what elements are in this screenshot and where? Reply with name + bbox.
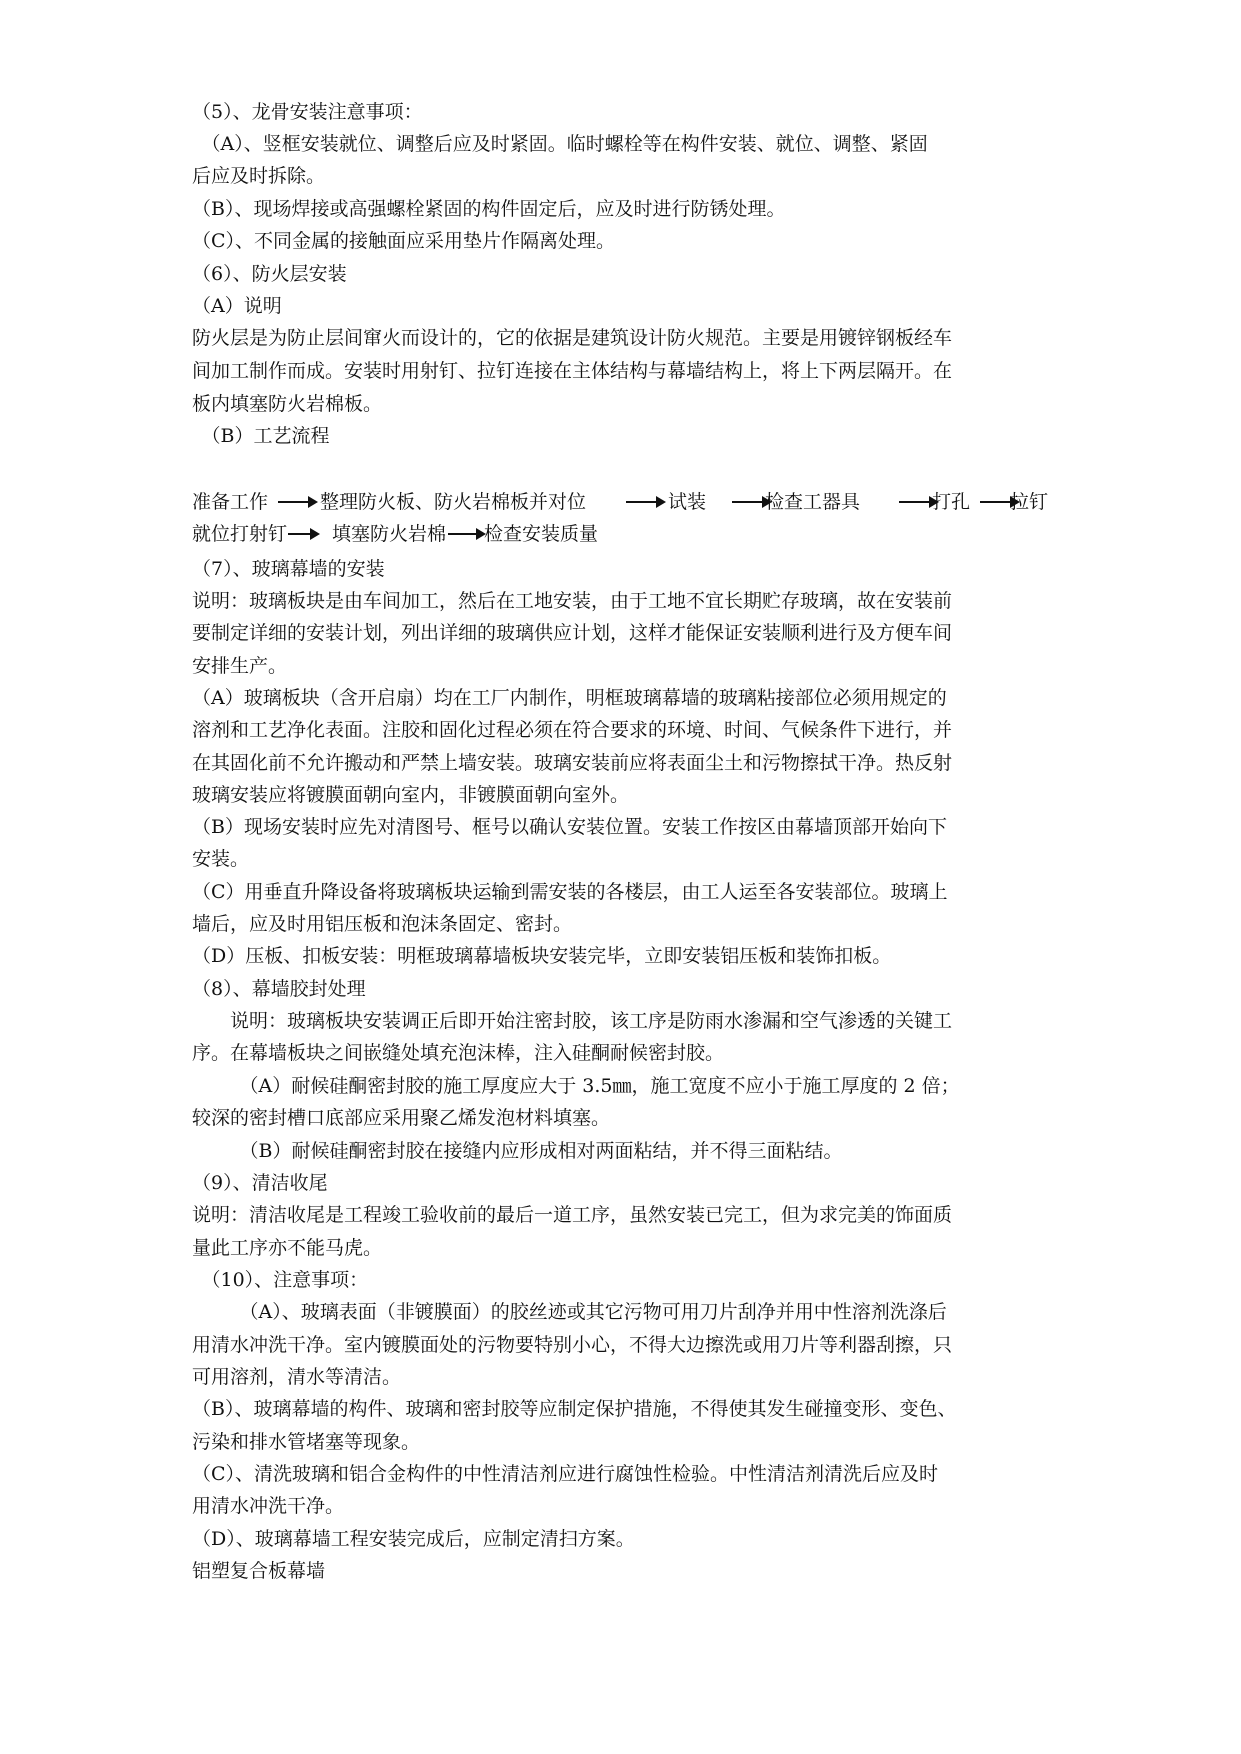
arrow-right-icon (448, 533, 484, 535)
text-line: 安排生产。 (192, 655, 288, 677)
text-line: 较深的密封槽口底部应采用聚乙烯发泡材料填塞。 (192, 1107, 611, 1129)
text-line: （C）、清洗玻璃和铝合金构件的中性清洁剂应进行腐蚀性检验。中性清洁剂清洗后应及时 (192, 1463, 939, 1485)
flow-step: 打孔 (932, 491, 971, 513)
text-line: （C）、不同金属的接触面应采用垫片作隔离处理。 (192, 230, 616, 252)
text-line: （9）、清洁收尾 (192, 1172, 328, 1194)
process-flow-row-2 (192, 522, 692, 546)
text-line: （A）玻璃板块（含开启扇）均在工厂内制作，明框玻璃幕墙的玻璃粘接部位必须用规定的 (192, 687, 947, 709)
text-line: 后应及时拆除。 (192, 165, 326, 187)
text-line: 用清水冲洗干净。室内镀膜面处的污物要特别小心，不得大边擦洗或用刀片等利器刮擦，只 (192, 1334, 953, 1356)
text-line: （A）耐候硅酮密封胶的施工厚度应大于 3.5㎜，施工宽度不应小于施工厚度的 2 倍； (192, 1075, 960, 1097)
text-line: 量此工序亦不能马虎。 (192, 1237, 383, 1259)
text-line: （8）、幕墙胶封处理 (192, 978, 366, 1000)
arrow-right-icon (278, 501, 316, 503)
text-line: 间加工制作而成。安装时用射钉、拉钉连接在主体结构与幕墙结构上，将上下两层隔开。在 (192, 360, 953, 382)
flow-step: 整理防火板、防火岩棉板并对位 (320, 491, 587, 513)
flow-step: 检查安装质量 (484, 523, 599, 545)
flow-step: 填塞防火岩棉 (332, 523, 447, 545)
arrow-right-icon (288, 533, 318, 535)
text-line: （A）、玻璃表面（非镀膜面）的胶丝迹或其它污物可用刀片刮净并用中性溶剂洗涤后 (192, 1301, 947, 1323)
text-line: （B）、现场焊接或高强螺栓紧固的构件固定后，应及时进行防锈处理。 (192, 198, 786, 220)
text-line: （10）、注意事项： (192, 1269, 369, 1291)
text-line: （D）压板、扣板安装：明框玻璃幕墙板块安装完毕，立即安装铝压板和装饰扣板。 (192, 945, 892, 967)
text-line: （5）、龙骨安装注意事项： (192, 101, 423, 123)
text-line: （A）、竖框安装就位、调整后应及时紧固。临时螺栓等在构件安装、就位、调整、紧固 (192, 133, 928, 155)
text-line: 在其固化前不允许搬动和严禁上墙安装。玻璃安装前应将表面尘土和污物擦拭干净。热反射 (192, 752, 953, 774)
text-line: 安装。 (192, 848, 250, 870)
text-line: 铝塑复合板幕墙 (192, 1560, 326, 1582)
text-line: （D）、玻璃幕墙工程安装完成后，应制定清扫方案。 (192, 1528, 635, 1550)
text-line: （B）、玻璃幕墙的构件、玻璃和密封胶等应制定保护措施，不得使其发生碰撞变形、变色、 (192, 1398, 957, 1420)
text-line: 说明：玻璃板块是由车间加工，然后在工地安装，由于工地不宜长期贮存玻璃，故在安装前 (192, 590, 953, 612)
text-line: 用清水冲洗干净。 (192, 1495, 345, 1517)
flow-step: 试装 (668, 491, 707, 513)
flow-step: 拉钉 (1010, 491, 1049, 513)
text-line: 防火层是为防止层间窜火而设计的，它的依据是建筑设计防火规范。主要是用镀锌钢板经车 (192, 327, 953, 349)
text-line: （B）耐候硅酮密封胶在接缝内应形成相对两面粘结，并不得三面粘结。 (192, 1140, 843, 1162)
text-line: （B）现场安装时应先对清图号、框号以确认安装位置。安装工作按区由幕墙顶部开始向下 (192, 816, 947, 838)
text-line: （7）、玻璃幕墙的安装 (192, 558, 385, 580)
text-line: 说明：清洁收尾是工程竣工验收前的最后一道工序，虽然安装已完工，但为求完美的饰面质 (192, 1204, 953, 1226)
flow-step: 就位打射钉 (192, 523, 288, 545)
text-line: （C）用垂直升降设备将玻璃板块运输到需安装的各楼层，由工人运至各安装部位。玻璃上 (192, 881, 948, 903)
text-line: （B）工艺流程 (192, 425, 330, 447)
text-line: 可用溶剂，清水等清洁。 (192, 1366, 402, 1388)
text-line: 要制定详细的安装计划，列出详细的玻璃供应计划，这样才能保证安装顺利进行及方便车间 (192, 622, 953, 644)
text-line: 溶剂和工艺净化表面。注胶和固化过程必须在符合要求的环境、时间、气候条件下进行，并 (192, 719, 953, 741)
text-line: 板内填塞防火岩棉板。 (192, 393, 383, 415)
text-line: 污染和排水管堵塞等现象。 (192, 1431, 421, 1453)
text-line: （A）说明 (192, 295, 282, 317)
arrow-right-icon (626, 501, 664, 503)
flow-step: 准备工作 (192, 491, 269, 513)
text-line: 序。在幕墙板块之间嵌缝处填充泡沫棒，注入硅酮耐候密封胶。 (192, 1042, 725, 1064)
text-line: （6）、防火层安装 (192, 263, 347, 285)
text-line: 玻璃安装应将镀膜面朝向室内，非镀膜面朝向室外。 (192, 784, 630, 806)
text-line: 墙后，应及时用铝压板和泡沫条固定、密封。 (192, 913, 573, 935)
text-line: 说明：玻璃板块安装调正后即开始注密封胶，该工序是防雨水渗漏和空气渗透的关键工 (192, 1010, 953, 1032)
flow-step: 检查工器具 (765, 491, 861, 513)
process-flow-row-1 (192, 490, 1052, 514)
